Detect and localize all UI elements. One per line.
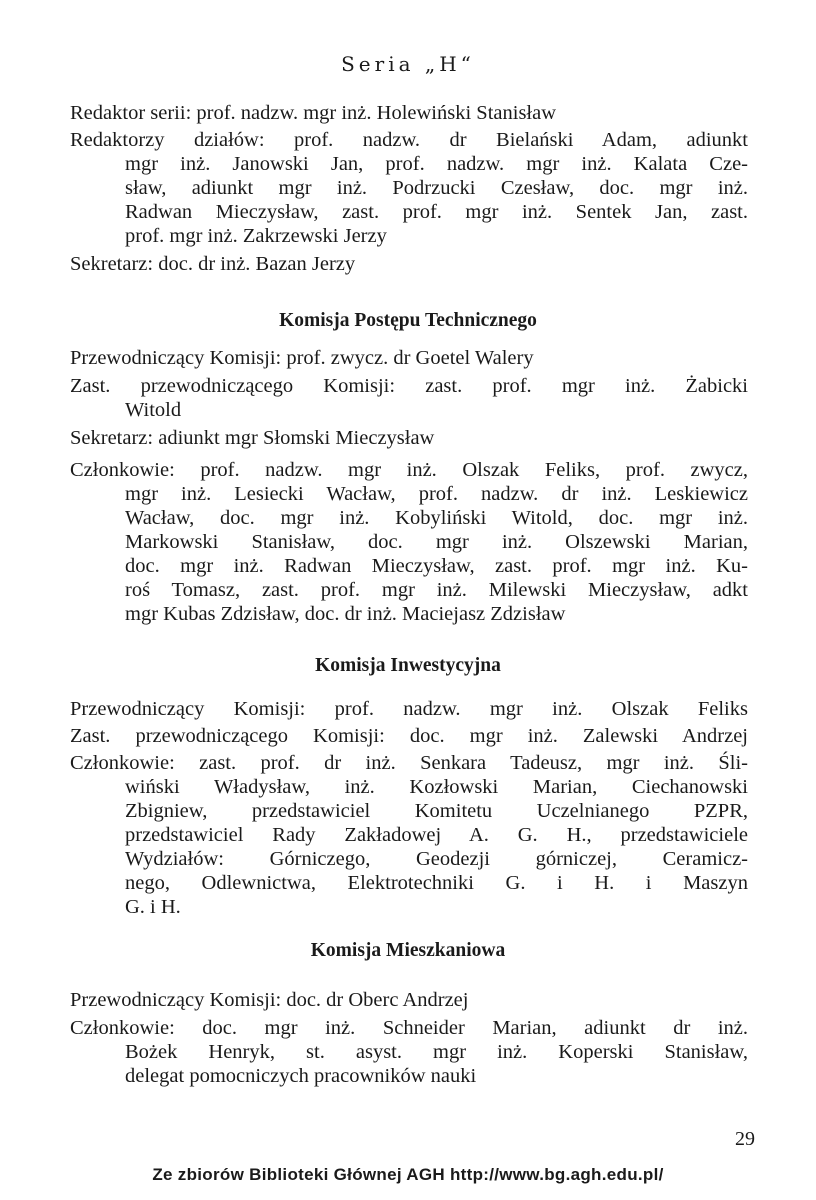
housing-members-line: Członkowie: doc. mgr inż. Schneider Marian, adiunkt dr inż. xyxy=(70,1017,748,1039)
technical-deputy-line: Zast. przewodniczącego Komisji: zast. prof. mgr inż. Żabicki xyxy=(70,375,748,397)
technical-secretary: Sekretarz: adiunkt mgr Słomski Mieczysław xyxy=(70,427,435,449)
section-editors-line: Radwan Mieczysław, zast. prof. mgr inż. Sentek Jan, zast. xyxy=(125,201,748,223)
investment-members-line: przedstawiciel Rady Zakładowej A. G. H., przedstawiciele xyxy=(125,824,748,846)
housing-chairman: Przewodniczący Komisji: doc. dr Oberc Andrzej xyxy=(70,989,469,1011)
investment-chairman: Przewodniczący Komisji: prof. nadzw. mgr inż. Olszak Feliks xyxy=(70,698,748,720)
technical-members-line: Członkowie: prof. nadzw. mgr inż. Olszak Feliks, prof. zwycz, xyxy=(70,459,748,481)
series-editor: Redaktor serii: prof. nadzw. mgr inż. Holewiński Stanisław xyxy=(70,102,557,124)
section-editors-line: prof. mgr inż. Zakrzewski Jerzy xyxy=(125,225,387,247)
series-secretary: Sekretarz: doc. dr inż. Bazan Jerzy xyxy=(70,253,356,275)
page-number: 29 xyxy=(735,1128,755,1150)
investment-members-line: Członkowie: zast. prof. dr inż. Senkara Tadeusz, mgr inż. Śli- xyxy=(70,752,748,774)
investment-members-line: wiński Władysław, inż. Kozłowski Marian, Ciechanowski xyxy=(125,776,748,798)
section-editors-line: Redaktorzy działów: prof. nadzw. dr Bielański Adam, adiunkt xyxy=(70,129,748,151)
housing-members-line: Bożek Henryk, st. asyst. mgr inż. Koperski Stanisław, xyxy=(125,1041,748,1063)
technical-members-line: doc. mgr inż. Radwan Mieczysław, zast. prof. mgr inż. Ku- xyxy=(125,555,748,577)
technical-members-line: roś Tomasz, zast. prof. mgr inż. Milewski Mieczysław, adkt xyxy=(125,579,748,601)
section-heading-technical: Komisja Postępu Technicznego xyxy=(279,310,537,331)
housing-members-line: delegat pomocniczych pracowników nauki xyxy=(125,1065,477,1087)
investment-members-line: G. i H. xyxy=(125,896,181,918)
investment-members-line: Wydziałów: Górniczego, Geodezji górniczej, Ceramicz- xyxy=(125,848,748,870)
series-title: Seria „H“ xyxy=(341,52,475,76)
technical-chairman: Przewodniczący Komisji: prof. zwycz. dr Goetel Walery xyxy=(70,347,534,369)
technical-members-line: Wacław, doc. mgr inż. Kobyliński Witold, doc. mgr inż. xyxy=(125,507,748,529)
technical-members-line: mgr Kubas Zdzisław, doc. dr inż. Maciejasz Zdzisław xyxy=(125,603,566,625)
technical-deputy-line: Witold xyxy=(125,399,182,421)
investment-members-line: Zbigniew, przedstawiciel Komitetu Uczelnianego PZPR, xyxy=(125,800,748,822)
section-heading-investment: Komisja Inwestycyjna xyxy=(315,655,501,676)
technical-members-line: Markowski Stanisław, doc. mgr inż. Olszewski Marian, xyxy=(125,531,748,553)
section-editors-line: sław, adiunkt mgr inż. Podrzucki Czesław, doc. mgr inż. xyxy=(125,177,748,199)
section-editors-line: mgr inż. Janowski Jan, prof. nadzw. mgr inż. Kalata Cze- xyxy=(125,153,748,175)
investment-deputy: Zast. przewodniczącego Komisji: doc. mgr inż. Zalewski Andrzej xyxy=(70,725,748,747)
library-footer: Ze zbiorów Biblioteki Głównej AGH http://www.bg.agh.edu.pl/ xyxy=(152,1165,664,1184)
section-heading-housing: Komisja Mieszkaniowa xyxy=(310,940,506,961)
technical-members-line: mgr inż. Lesiecki Wacław, prof. nadzw. dr inż. Leskiewicz xyxy=(125,483,748,505)
investment-members-line: nego, Odlewnictwa, Elektrotechniki G. i H. i Maszyn xyxy=(125,872,748,894)
